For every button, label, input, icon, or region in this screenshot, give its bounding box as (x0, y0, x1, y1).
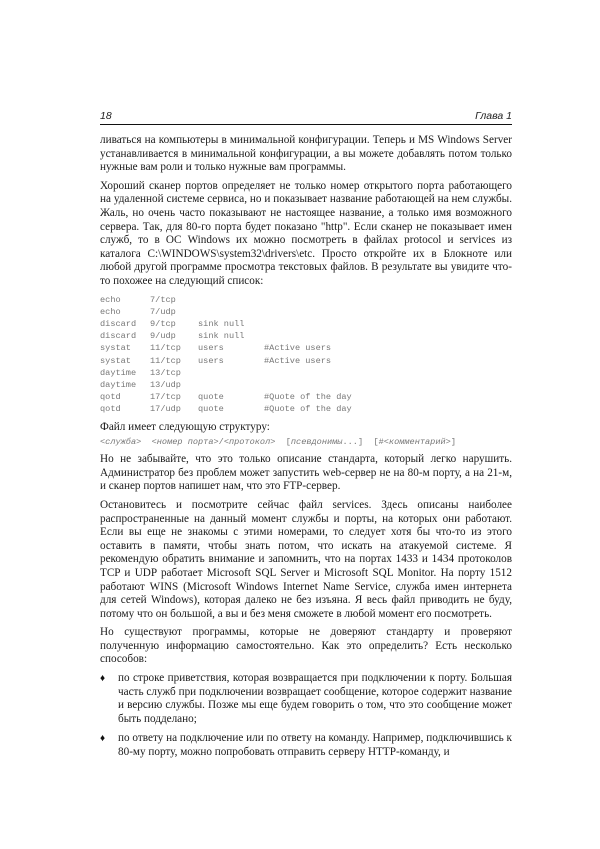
paragraph: Хороший сканер портов определяет не только номер открытого порта работающего на удаленной системе сервиса, но и показывает название работающей на нем службы. Жаль, но очень часто показывают не настоящее название, а только имя возможного сервера. Так, для 80-го порта будет показано "http". Если сканер не показывает имен служб, то в ОС Windows их можно посмотреть в файлах protocol и services из каталога C:\WINDOWS\system32\drivers\etc. Просто откройте их в Блокноте или любой другой программе просмотра текстовых файлов. В результате вы увидите что-то похожее на следующий список: (100, 179, 512, 287)
file-structure-line: <служба> <номер порта>/<протокол> [псевдонимы...] [#<комментарий>] (100, 437, 456, 448)
listing-row: systat 11/tcp users #Active users (100, 355, 332, 366)
list-item: ♦ по строке приветствия, которая возвращается при подключении к порту. Большая часть служб при подключении возвращает сообщение, которое содержит название и версию службы. Позже мы еще будем говорить о том, что это сообщение может быть подделано; (100, 672, 512, 725)
listing-row: daytime 13/udp (100, 379, 181, 390)
paragraph: Файл имеет следующую структуру: (100, 420, 270, 433)
page-number: 18 (100, 110, 112, 122)
running-header (100, 110, 512, 125)
page-body (100, 134, 512, 760)
diamond-bullet-icon: ♦ (100, 733, 106, 745)
services-listing (100, 294, 512, 416)
diamond-bullet-icon: ♦ (100, 673, 106, 685)
book-page (100, 110, 512, 760)
listing-row: discard 9/tcp sink null (100, 318, 245, 329)
listing-row: daytime 13/tcp (100, 367, 181, 378)
listing-row: discard 9/udp sink null (100, 331, 245, 342)
listing-row: echo 7/udp (100, 306, 176, 317)
paragraph: Но существуют программы, которые не доверяют стандарту и проверяют полученную информацию самостоятельно. Как это определить? Есть несколько способов: (100, 626, 512, 666)
listing-row: systat 11/tcp users #Active users (100, 343, 332, 354)
paragraph: Но не забывайте, что это только описание стандарта, который легко нарушить. Администратор без проблем может запустить web-сервер не на 80-м порту, а на 21-м, и сканер портов напишет нам, что это FTP-сервер. (100, 453, 512, 493)
chapter-title: Глава 1 (475, 110, 512, 122)
paragraph: ливаться на компьютеры в минимальной конфигурации. Теперь и MS Windows Server устанавливается в минимальной конфигурации, а вы можете добавлять потом только нужные вам роли и только нужные вам программы. (100, 134, 512, 174)
listing-row: echo 7/tcp (100, 294, 176, 305)
paragraph: Остановитесь и посмотрите сейчас файл services. Здесь описаны наиболее распространенные на данный момент службы и порты, на которых они работают. Если вы еще не знакомы с этими номерами, то следует хотя бы что-то из этого оставить в памяти, чтобы знать потом, что искать на атакуемой системе. Я рекомендую обратить внимание и запомнить, что на портах 1433 и 1434 протоколов TCP и UDP работает Microsoft SQL Server и Microsoft SQL Monitor. На порту 1512 работают WINS (Microsoft Windows Internet Name Service, служба имен интернета для сетей Windows), которая далеко не без изъяна. Я весь файл приводить не буду, потому что он большой, а вы и без меня сможете в любой момент его посмотреть. (100, 498, 512, 620)
methods-list (100, 672, 512, 760)
listing-row: qotd 17/udp quote #Quote of the day (100, 404, 352, 415)
listing-row: qotd 17/tcp quote #Quote of the day (100, 392, 352, 403)
list-item: ♦ по ответу на подключение или по ответу на команду. Например, подключившись к 80-му порту, можно попробовать отправить серверу HTTP-команду, и (100, 732, 512, 759)
